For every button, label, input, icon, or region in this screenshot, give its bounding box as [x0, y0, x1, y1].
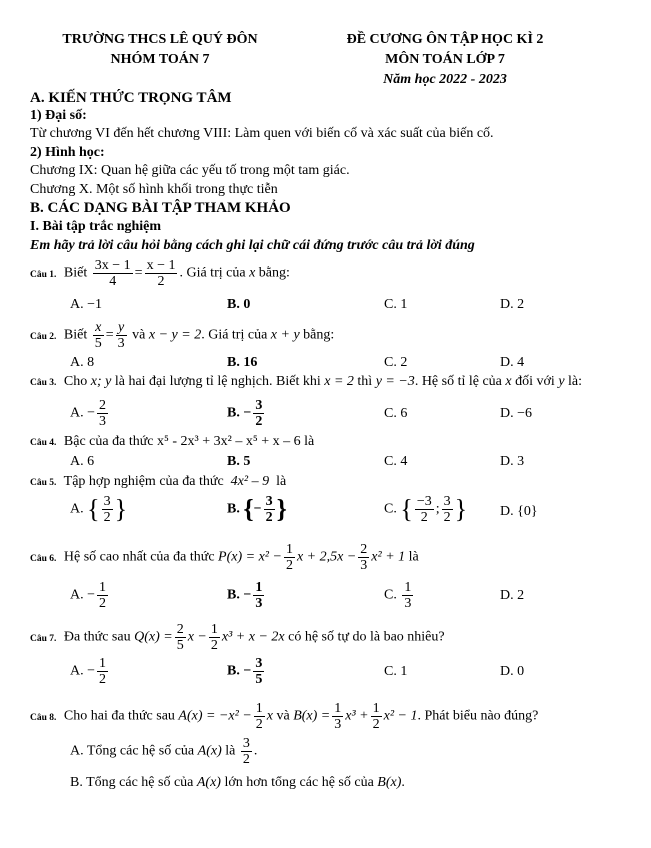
numerator: 1 [334, 701, 342, 716]
option-b[interactable] [227, 398, 266, 429]
option-c[interactable]: C. 4 [384, 454, 408, 469]
brace: } [454, 494, 468, 524]
question-label: Câu 7. [30, 633, 57, 644]
statement-expr: A(x) [196, 775, 221, 790]
denominator: 2 [99, 672, 107, 687]
denominator: 5 [94, 336, 102, 351]
q8-statement-b[interactable] [70, 774, 405, 792]
q3-text: là: [568, 374, 583, 389]
option-letter: C. [384, 587, 397, 603]
denominator: 2 [255, 717, 263, 732]
fraction [264, 494, 275, 525]
q7-poly-part: x − [187, 629, 207, 645]
q3-text: đối với [515, 374, 555, 389]
fraction [415, 494, 434, 525]
option-d[interactable]: D. 2 [500, 297, 525, 312]
numerator: 1 [285, 542, 293, 557]
statement-end: . [401, 775, 405, 790]
denominator: 2 [420, 510, 428, 525]
option-d[interactable]: D. 0 [500, 664, 525, 679]
q1-post2: bằng: [258, 265, 290, 281]
numerator: 1 [210, 622, 218, 637]
statement-text: B. Tổng các hệ số của [70, 775, 194, 790]
option-sign: B. − [227, 405, 252, 421]
option-a[interactable] [70, 656, 110, 687]
numerator: x [93, 320, 104, 336]
q3-var2: y [558, 374, 565, 389]
q4-options [70, 453, 630, 475]
statement-text: là [225, 743, 236, 759]
algebra-heading: 1) Đại số: [30, 108, 87, 123]
fraction [371, 701, 382, 732]
q8-poly-a: A(x) = −x² − [178, 708, 252, 724]
fraction [97, 398, 108, 429]
numerator: 1 [99, 580, 107, 595]
numerator: 3x − 1 [94, 258, 131, 273]
geometry-line-1: Chương IX: Quan hệ giữa các yếu tố trong một tam giác. [30, 163, 350, 178]
denominator: 5 [176, 638, 184, 653]
brace: { [87, 494, 100, 524]
doc-title: ĐỀ CƯƠNG ÔN TẬP HỌC KÌ 2 [346, 32, 544, 47]
statement-text: A. Tổng các hệ số của [70, 743, 195, 759]
option-a[interactable]: A. −1 [70, 297, 103, 312]
brace: } [276, 494, 287, 524]
brace: { [243, 494, 254, 524]
denominator: 2 [242, 752, 250, 767]
numerator: 3 [443, 494, 451, 509]
option-d[interactable]: D. 3 [500, 454, 525, 469]
group-name: NHÓM TOÁN 7 [110, 52, 210, 67]
q3-text: là hai đại lượng tỉ lệ nghịch. Biết khi [114, 374, 321, 389]
denominator: 2 [99, 596, 107, 611]
q2-pre: Biết [63, 327, 88, 343]
q7-poly-part: Q(x) = [134, 629, 173, 645]
fraction [175, 622, 186, 653]
fraction [254, 701, 265, 732]
numerator: 3 [255, 398, 263, 413]
fraction [402, 580, 413, 611]
q2-post2: bằng: [303, 327, 335, 343]
option-letter: C. [384, 501, 397, 517]
question-8 [30, 701, 538, 732]
numerator: 3 [242, 736, 250, 751]
q2-condition: x − y = 2 [148, 327, 202, 343]
option-letter: A. [70, 501, 84, 517]
option-sign: A. − [70, 663, 96, 679]
option-a[interactable] [70, 398, 110, 429]
question-6 [30, 542, 419, 573]
denominator: 3 [404, 596, 412, 611]
brace: { [400, 494, 413, 524]
section-a-heading: A. KIẾN THỨC TRỌNG TÂM [30, 90, 232, 106]
denominator: 3 [334, 717, 342, 732]
q6-poly-part: x² + 1 [371, 549, 406, 565]
brace: } [114, 494, 128, 524]
numerator: 3 [255, 656, 263, 671]
option-b[interactable]: B. 0 [227, 297, 251, 312]
q8-poly-a: x [266, 708, 273, 724]
denominator: 2 [265, 510, 273, 525]
fraction [102, 494, 113, 525]
option-a[interactable]: A. 6 [70, 454, 95, 469]
denominator: 3 [117, 336, 125, 351]
q1-var: x [249, 265, 256, 281]
q8-poly-b: x³ + [345, 708, 369, 724]
question-3 [30, 373, 582, 392]
question-2 [30, 320, 334, 351]
question-5 [30, 473, 286, 492]
q3-vars: x; y [90, 374, 112, 389]
q6-text: Hệ số cao nhất của đa thức [63, 549, 215, 565]
q3-cond1: x = 2 [324, 374, 354, 389]
numerator: 1 [404, 580, 412, 595]
option-letter: B. [227, 501, 240, 517]
q3-text: Cho [63, 374, 88, 389]
question-label: Câu 1. [30, 269, 57, 280]
question-1 [30, 258, 290, 289]
option-c[interactable]: C. 6 [384, 406, 408, 421]
statement-expr: B(x) [377, 775, 402, 790]
option-b[interactable]: B. 16 [227, 355, 258, 370]
q5-options [70, 494, 630, 534]
q6-poly-part: P(x) = x² − [218, 549, 282, 565]
question-label: Câu 3. [30, 378, 57, 388]
geometry-heading: 2) Hình học: [30, 145, 105, 160]
q3-text: . Hệ số tỉ lệ của [414, 374, 502, 389]
q8-text: Cho hai đa thức sau [63, 708, 175, 724]
fraction [97, 580, 108, 611]
numerator: x − 1 [146, 258, 176, 273]
denominator: 2 [210, 638, 218, 653]
q1-pre: Biết [63, 265, 88, 281]
q8-poly-b: x² − 1 [383, 708, 418, 724]
option-c[interactable] [384, 580, 415, 611]
q7-post: có hệ số tự do là bao nhiêu? [288, 629, 445, 645]
denominator: 2 [157, 274, 165, 289]
q8-poly-b: B(x) = [293, 708, 331, 724]
header-left [40, 30, 280, 70]
denominator: 2 [372, 717, 380, 732]
question-7 [30, 622, 445, 653]
geometry-line-2: Chương X. Một số hình khối trong thực tiễn [30, 182, 278, 197]
option-a[interactable] [70, 580, 110, 611]
question-label: Câu 6. [30, 553, 57, 564]
numerator: 3 [265, 494, 273, 509]
fraction [97, 656, 108, 687]
fraction [253, 656, 264, 687]
option-sign: A. − [70, 405, 96, 421]
q4-post: là [304, 434, 315, 449]
numerator: 1 [255, 701, 263, 716]
fraction [93, 320, 104, 351]
q8-post: . Phát biểu nào đúng? [417, 708, 539, 724]
subject: MÔN TOÁN LỚP 7 [385, 52, 505, 67]
option-b[interactable] [227, 580, 266, 611]
q8-mid: và [276, 708, 290, 724]
option-sign: A. − [70, 587, 96, 603]
fraction [116, 320, 127, 351]
option-c[interactable]: C. 2 [384, 355, 408, 370]
numerator: 2 [360, 542, 368, 557]
option-c[interactable] [384, 494, 467, 525]
option-d[interactable]: D. 2 [500, 588, 525, 603]
denominator: 2 [285, 558, 293, 573]
option-sign: B. − [227, 587, 252, 603]
q4-polynomial: x⁵ - 2x³ + 3x² – x⁵ + x – 6 [157, 434, 301, 449]
q3-text: thì [357, 374, 373, 389]
fraction [145, 258, 178, 289]
denominator: 2 [255, 414, 263, 429]
numerator: y [116, 320, 127, 336]
instruction: Em hãy trả lời câu hỏi bằng cách ghi lại chữ cái đứng trước câu trả lời đúng [30, 238, 475, 253]
q5-polynomial: 4x² – 9 [230, 474, 270, 489]
fraction [253, 398, 264, 429]
q2-mid: và [132, 327, 146, 343]
option-d[interactable]: D. 4 [500, 355, 525, 370]
numerator: −3 [416, 494, 432, 509]
denominator: 3 [99, 414, 107, 429]
fraction [209, 622, 220, 653]
numerator: 1 [372, 701, 380, 716]
numerator: 2 [176, 622, 184, 637]
option-a[interactable] [70, 494, 127, 525]
equals: = [105, 327, 114, 343]
fraction [253, 580, 264, 611]
option-b[interactable]: B. 5 [227, 454, 251, 469]
denominator: 3 [255, 596, 263, 611]
q7-poly-part: x³ + x − 2x [221, 629, 285, 645]
option-sign: − [253, 501, 262, 517]
q4-text: Bậc của đa thức [63, 434, 154, 449]
q6-poly-part: x + 2,5x − [296, 549, 357, 565]
q2-post: . Giá trị của [201, 327, 268, 343]
q6-options [70, 580, 630, 616]
fraction [93, 258, 133, 289]
q7-text: Đa thức sau [63, 629, 131, 645]
numerator: 2 [99, 398, 107, 413]
equals: = [134, 265, 143, 281]
fraction [284, 542, 295, 573]
q7-options [70, 656, 630, 692]
statement-expr: A(x) [197, 743, 222, 759]
denominator: 2 [443, 510, 451, 525]
option-d[interactable]: D. −6 [500, 406, 533, 421]
school-year: Năm học 2022 - 2023 [383, 72, 507, 87]
question-label: Câu 5. [30, 478, 57, 488]
fraction [358, 542, 369, 573]
question-label: Câu 8. [30, 712, 57, 723]
algebra-text: Từ chương VI đến hết chương VIII: Làm quen với biến cố và xác suất của biến cố. [30, 126, 494, 141]
q5-post: là [276, 474, 287, 489]
q3-options [70, 398, 630, 434]
q3-var1: x [505, 374, 512, 389]
option-d[interactable]: D. {0} [500, 504, 538, 519]
option-c[interactable]: C. 1 [384, 297, 408, 312]
header-right [310, 30, 580, 90]
denominator: 5 [255, 672, 263, 687]
denominator: 4 [109, 274, 117, 289]
option-a[interactable]: A. 8 [70, 355, 95, 370]
fraction [442, 494, 453, 525]
statement-end: . [253, 743, 258, 759]
section-b-heading: B. CÁC DẠNG BÀI TẬP THAM KHẢO [30, 200, 291, 216]
q1-post: . Giá trị của [179, 265, 246, 281]
fraction [332, 701, 343, 732]
separator: ; [435, 501, 440, 517]
numerator: 1 [99, 656, 107, 671]
denominator: 3 [360, 558, 368, 573]
q6-post: là [408, 549, 419, 565]
numerator: 3 [103, 494, 111, 509]
q2-expr: x + y [270, 327, 300, 343]
question-label: Câu 2. [30, 331, 57, 342]
option-c[interactable]: C. 1 [384, 664, 408, 679]
fraction [241, 736, 252, 767]
q8-statement-a[interactable] [70, 736, 257, 767]
question-label: Câu 4. [30, 438, 57, 448]
q1-options [70, 296, 630, 318]
question-4 [30, 433, 314, 452]
q5-text: Tập hợp nghiệm của đa thức [63, 474, 224, 489]
mcq-heading: I. Bài tập trắc nghiệm [30, 219, 162, 234]
statement-text: lớn hơn tổng các hệ số của [224, 775, 374, 790]
denominator: 2 [103, 510, 111, 525]
option-sign: B. − [227, 663, 252, 679]
option-b[interactable] [227, 494, 287, 525]
q3-cond2: y = −3 [375, 374, 415, 389]
option-b[interactable] [227, 656, 266, 687]
school-name: TRƯỜNG THCS LÊ QUÝ ĐÔN [62, 32, 258, 47]
numerator: 1 [255, 580, 263, 595]
